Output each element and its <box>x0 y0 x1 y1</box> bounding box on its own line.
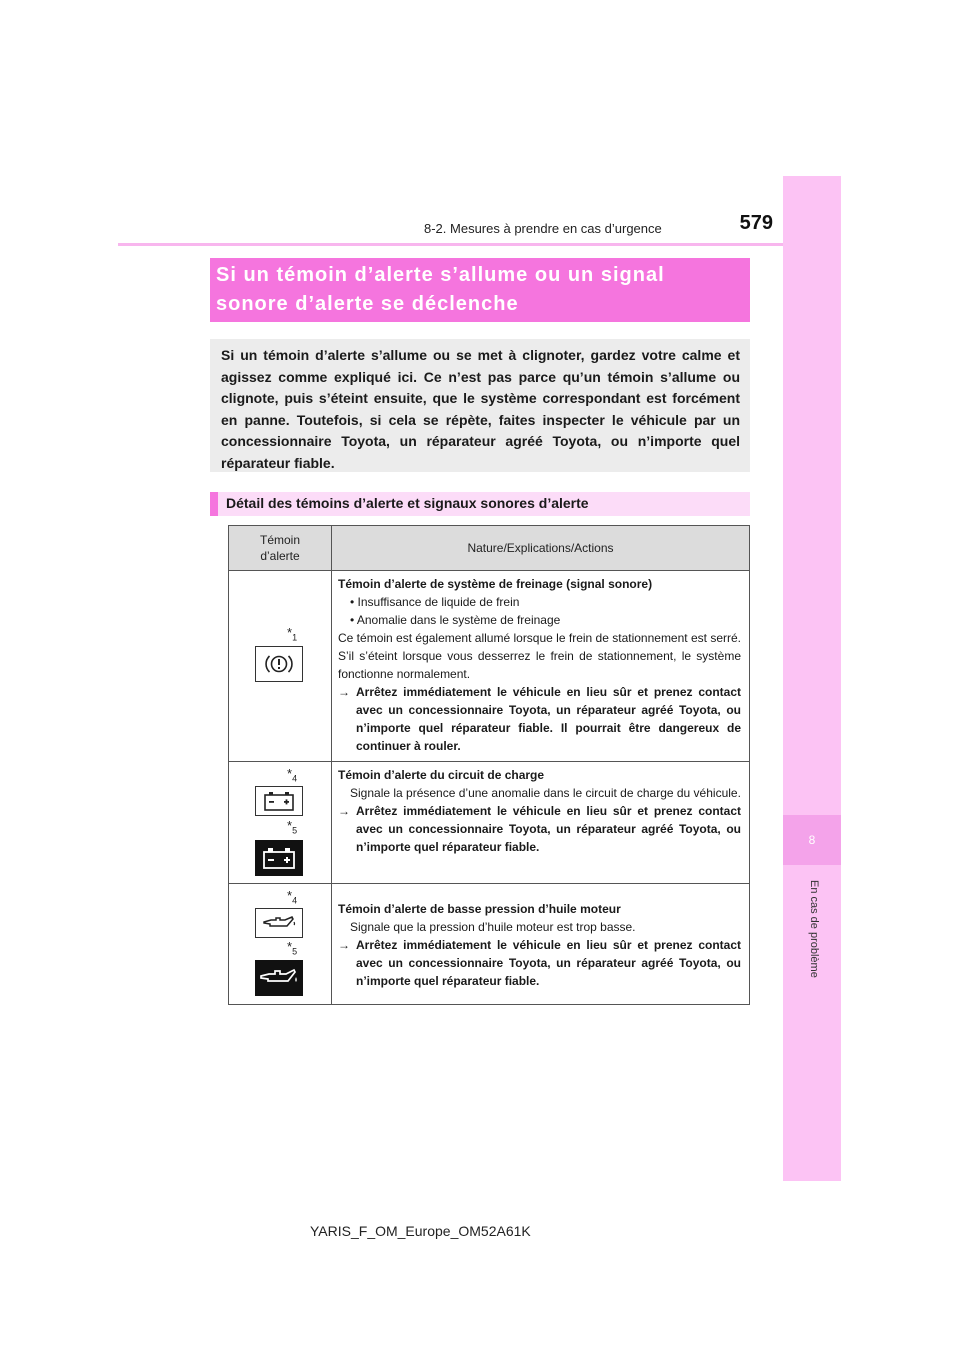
warning-lights-table <box>228 525 750 1005</box>
page-number: 579 <box>739 212 773 234</box>
oil-can-icon <box>255 908 303 938</box>
page-title <box>216 261 736 319</box>
subheading: Détail des témoins d’alerte et signaux sonores d’alerte <box>226 495 589 511</box>
warning-action: → Arrêtez immédiatement le véhicule en lieu sûr et prenez contact avec un concessionnaire Toyota, un réparateur agréé Toyota, ou n’importe quel réparateur fiable. Il pourrait être dangereux de continuer à rouler. <box>338 685 741 753</box>
oil-can-icon <box>255 960 303 996</box>
warning-title: Témoin d’alerte du circuit de charge <box>338 768 545 782</box>
icon-cell <box>229 762 332 884</box>
footnote-marker: $*_4$ <box>287 888 298 906</box>
footnote-marker: $*_5$ <box>287 818 298 836</box>
header-section-title: 8-2. Mesures à prendre en cas d’urgence <box>424 221 662 236</box>
header-light-line-1: Témoin <box>259 533 300 547</box>
description-cell <box>332 884 750 1005</box>
header-cell-description: Nature/Explications/Actions <box>332 526 750 571</box>
warning-title: Témoin d’alerte de système de freinage (signal sonore) <box>338 577 653 591</box>
warning-action: → Arrêtez immédiatement le véhicule en lieu sûr et prenez contact avec un concessionnaire Toyota, un réparateur agréé Toyota, ou n’importe quel réparateur fiable. <box>338 938 741 988</box>
icon-cell <box>229 884 332 1005</box>
table-row <box>229 884 750 1005</box>
warning-explanation: Ce témoin est également allumé lorsque le frein de stationnement est serré. S’il s’éteint lorsque vous desserrez le frein de stationnement, le système fonctionne normalement. <box>338 631 741 681</box>
battery-icon <box>255 840 303 876</box>
document-code: YARIS_F_OM_Europe_OM52A61K <box>310 1223 531 1239</box>
arrow-icon: → <box>338 938 350 952</box>
warning-explanation: Signale que la pression d’huile moteur est trop basse. <box>350 920 636 934</box>
warning-explanation: Signale la présence d’une anomalie dans le circuit de charge du véhicule. <box>350 786 741 800</box>
page-title-line-1: Si un témoin d’alerte s’allume ou un signal <box>216 264 665 286</box>
table-row <box>229 571 750 762</box>
chapter-number: 8 <box>808 833 816 847</box>
chapter-label: En cas de problème <box>808 880 820 978</box>
arrow-icon: → <box>338 804 350 818</box>
footnote-marker: $*_4$ <box>287 766 298 784</box>
arrow-icon: → <box>338 685 350 699</box>
description-cell <box>332 571 750 762</box>
table-row <box>229 762 750 884</box>
warning-action: → Arrêtez immédiatement le véhicule en lieu sûr et prenez contact avec un concessionnaire Toyota, un réparateur agréé Toyota, ou n’importe quel réparateur fiable. <box>338 804 741 854</box>
chapter-side-tab <box>783 176 841 1181</box>
table-header-row <box>229 526 750 571</box>
description-cell <box>332 762 750 884</box>
list-item: • Anomalie dans le système de freinage <box>350 613 561 627</box>
intro-text: Si un témoin d’alerte s’allume ou se met à clignoter, gardez votre calme et agissez comme expliqué ici. Ce n’est pas parce qu’un témoin s’allume ou clignote, puis s’éteint ensuite, que le système correspondant est forcément en panne. Toutefois, si cela se répète, faites inspecter le véhicule par un concessionnaire Toyota, un réparateur agréé Toyota, ou n’importe quel réparateur fiable. <box>221 347 740 471</box>
warning-title: Témoin d’alerte de basse pression d’huile moteur <box>338 902 621 916</box>
footnote-marker: $*_1$ <box>287 625 298 643</box>
icon-cell <box>229 571 332 762</box>
page-title-line-2: sonore d’alerte se déclenche <box>216 293 519 315</box>
list-item: • Insuffisance de liquide de frein <box>350 595 520 609</box>
battery-icon <box>255 786 303 816</box>
header-light-line-2: d’alerte <box>260 549 300 563</box>
header-divider <box>118 243 783 246</box>
brake-warning-icon <box>255 646 303 682</box>
subheading-accent-bar <box>210 492 218 516</box>
footnote-marker: $*_5$ <box>287 939 298 957</box>
header-cell-light <box>229 526 332 571</box>
